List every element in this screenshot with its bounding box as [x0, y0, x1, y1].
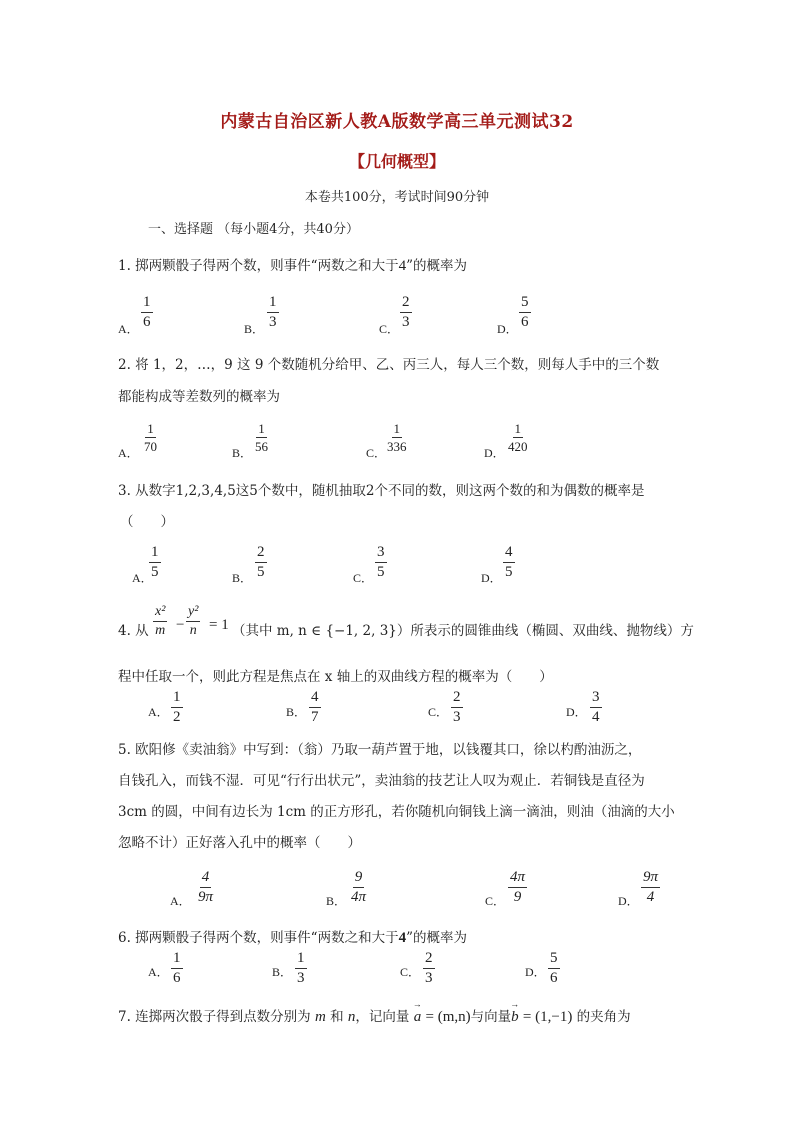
numerator: 1: [514, 421, 521, 436]
option-b-fraction: [253, 422, 270, 453]
option-b-fraction: [309, 690, 321, 725]
option-d-label[interactable]: D．: [566, 705, 587, 719]
denominator: 3: [402, 314, 410, 330]
option-b-fraction: [255, 545, 267, 580]
denominator: 5: [505, 564, 513, 580]
option-b-fraction: [349, 870, 368, 905]
question-5-line-1: 5. 欧阳修《卖油翁》中写到：（翁）乃取一葫芦置于地，以钱覆其口，徐以杓酌油沥之，: [118, 742, 642, 758]
numerator: 2: [451, 690, 463, 708]
vector-a: → a: [414, 1009, 422, 1026]
question-7-text-3: 与向量: [470, 1009, 512, 1025]
numerator: 1: [267, 295, 279, 313]
denominator: 3: [453, 709, 461, 725]
question-2-line-2: 都能构成等差数列的概率为: [118, 389, 280, 405]
variable-n: n: [347, 1009, 356, 1025]
section-heading: 一、选择题 （每小题4分，共40分）: [148, 222, 359, 237]
question-6: [118, 926, 467, 947]
option-b-label[interactable]: B．: [232, 446, 253, 460]
option-a-fraction: [142, 422, 159, 453]
denominator: 6: [521, 314, 529, 330]
denominator: 3: [269, 314, 277, 330]
option-b-label[interactable]: B．: [326, 894, 347, 908]
option-d-label[interactable]: D．: [481, 571, 502, 585]
option-c-label[interactable]: C．: [366, 446, 387, 460]
question-7-text-end: 的夹角为: [576, 1009, 631, 1025]
numerator: 5: [519, 295, 531, 313]
option-b-fraction: [295, 951, 307, 986]
denominator: 56: [255, 439, 268, 454]
option-b-label[interactable]: B．: [232, 571, 253, 585]
option-c-fraction: [375, 545, 387, 580]
numerator: 1: [141, 295, 153, 313]
page-subtitle: 【几何概型】: [348, 152, 445, 171]
denominator: 4π: [351, 889, 367, 905]
numerator: 9π: [641, 870, 660, 888]
question-7-text: 7. 连掷两次骰子得到点数分别为: [118, 1009, 311, 1025]
option-c-label[interactable]: C．: [428, 705, 449, 719]
option-c-label[interactable]: C．: [485, 894, 506, 908]
numerator: 4: [503, 545, 515, 563]
option-a-label[interactable]: A．: [132, 571, 153, 585]
numerator: 1: [393, 421, 400, 436]
denominator: 3: [425, 970, 433, 986]
option-d-fraction: [590, 690, 602, 725]
numerator: 4: [309, 690, 321, 708]
numerator: 1: [149, 545, 161, 563]
equation-rhs: = 1: [209, 617, 229, 633]
numerator: 9: [353, 870, 365, 888]
question-4-prefix: 4. 从: [118, 623, 149, 639]
option-d-label[interactable]: D．: [618, 894, 639, 908]
vector-b: → b: [511, 1009, 519, 1026]
denominator: 420: [508, 439, 528, 454]
question-4-line-2: 程中任取一个，则此方程是焦点在 x 轴上的双曲线方程的概率为（ ）: [118, 669, 553, 685]
denominator: 2: [173, 709, 181, 725]
question-1-text-end: ”的概率为: [406, 258, 467, 274]
denominator: 9π: [198, 889, 214, 905]
question-1-number: 4: [398, 258, 407, 274]
option-d-fraction: [641, 870, 660, 905]
denominator: m: [155, 623, 166, 638]
numerator: 1: [171, 951, 183, 969]
denominator: 70: [144, 439, 157, 454]
option-d-label[interactable]: D．: [484, 446, 505, 460]
option-b-label[interactable]: B．: [244, 322, 265, 336]
denominator: 4: [592, 709, 600, 725]
option-a-fraction: [171, 690, 183, 725]
question-2-line-1: 2. 将 1，2，…，9 这 9 个数随机分给甲、乙、丙三人，每人三个数，则每人手中的三个数: [118, 357, 660, 373]
denominator: 9: [513, 889, 522, 905]
equation-minus: −: [176, 617, 185, 633]
numerator: 3: [590, 690, 602, 708]
numerator: y²: [186, 605, 200, 622]
option-c-label[interactable]: C．: [353, 571, 374, 585]
option-c-fraction: [508, 870, 527, 905]
question-1: [118, 254, 467, 275]
option-b-label[interactable]: B．: [286, 705, 307, 719]
variable-m: m: [314, 1009, 326, 1025]
question-4-condition: （其中 m, n ∈ {−1, 2, 3}）所表示的圆锥曲线（椭圆、双曲线、抛物线）方: [232, 623, 694, 639]
question-5-line-3: 3cm 的圆，中间有边长为 1cm 的正方形孔，若你随机向铜钱上滴一滴油，则油（油滴的大小: [118, 804, 675, 820]
option-a-fraction: [141, 295, 153, 330]
question-3-line-1: 3. 从数字1,2,3,4,5这5个数中，随机抽取2个不同的数，则这两个数的和为偶数的概率是: [118, 483, 645, 499]
equation-y-term: [186, 605, 200, 638]
numerator: 4: [200, 870, 212, 888]
numerator: 4π: [508, 870, 527, 888]
option-d-fraction: [548, 951, 560, 986]
question-5-line-2: 自钱孔入，而钱不湿．可见“行行出状元”，卖油翁的技艺让人叹为观止．若铜钱是直径为: [118, 773, 645, 789]
denominator: n: [189, 623, 197, 638]
numerator: x²: [153, 605, 167, 622]
numerator: 1: [258, 421, 265, 436]
question-7-and: 和: [330, 1009, 344, 1025]
option-a-label[interactable]: A．: [118, 322, 139, 336]
denominator: 5: [151, 564, 159, 580]
numerator: 2: [255, 545, 267, 563]
question-7: [118, 1005, 631, 1026]
option-b-label[interactable]: B．: [272, 965, 293, 979]
question-1-text: 1. 掷两颗骰子得两个数，则事件“两数之和大于: [118, 258, 399, 274]
option-a-fraction: [149, 545, 161, 580]
numerator: 1: [171, 690, 183, 708]
option-c-fraction: [451, 690, 463, 725]
option-c-label[interactable]: C．: [379, 322, 400, 336]
option-d-label[interactable]: D．: [525, 965, 546, 979]
option-a-label[interactable]: A．: [118, 446, 139, 460]
question-6-number: 4: [398, 930, 407, 946]
option-a-fraction: [171, 951, 183, 986]
denominator: 4: [646, 889, 655, 905]
option-a-fraction: [196, 870, 215, 905]
numerator: 5: [548, 951, 560, 969]
page-title: 内蒙古自治区新人教A版数学高三单元测试32: [220, 112, 574, 132]
option-d-fraction: [506, 422, 530, 453]
vector-b-value: = (1,−1): [522, 1009, 573, 1025]
option-c-fraction: [385, 422, 409, 453]
numerator: 1: [295, 951, 307, 969]
denominator: 336: [387, 439, 407, 454]
equation-x-term: [153, 605, 167, 638]
denominator: 7: [311, 709, 319, 725]
denominator: 3: [297, 970, 305, 986]
question-3-answer-blank: （ ）: [120, 514, 174, 530]
option-d-fraction: [519, 295, 531, 330]
option-d-fraction: [503, 545, 515, 580]
option-a-label[interactable]: A．: [148, 965, 169, 979]
denominator: 5: [377, 564, 385, 580]
question-5-line-4: 忽略不计）正好落入孔中的概率（ ）: [118, 835, 361, 851]
numerator: 3: [375, 545, 387, 563]
option-d-label[interactable]: D．: [497, 322, 518, 336]
question-6-text: 6. 掷两颗骰子得两个数，则事件“两数之和大于: [118, 930, 399, 946]
option-c-fraction: [400, 295, 412, 330]
option-b-fraction: [267, 295, 279, 330]
question-7-text-2: ，记向量: [355, 1009, 410, 1025]
exam-info: 本卷共100分，考试时间90分钟: [304, 190, 490, 205]
denominator: 6: [173, 970, 181, 986]
numerator: 1: [147, 421, 154, 436]
option-a-label[interactable]: A．: [148, 705, 169, 719]
denominator: 6: [143, 314, 151, 330]
numerator: 2: [400, 295, 412, 313]
option-c-label[interactable]: C．: [400, 965, 421, 979]
option-c-fraction: [423, 951, 435, 986]
option-a-label[interactable]: A．: [170, 894, 191, 908]
question-6-text-end: ”的概率为: [406, 930, 467, 946]
denominator: 5: [257, 564, 265, 580]
numerator: 2: [423, 951, 435, 969]
denominator: 6: [550, 970, 558, 986]
vector-a-value: = (m,n): [425, 1009, 471, 1025]
